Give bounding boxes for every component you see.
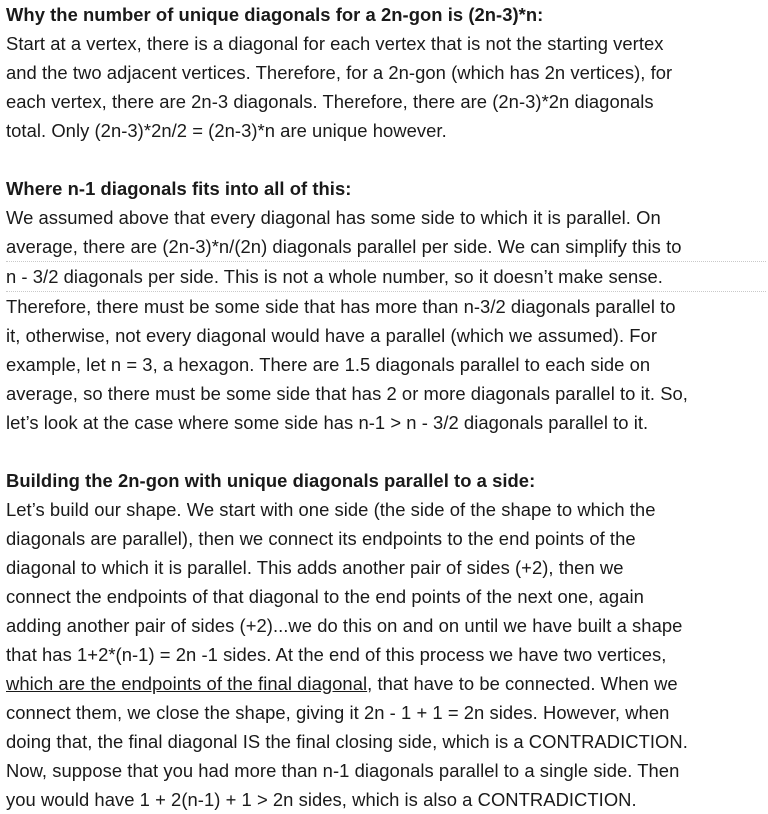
paragraph-line: each vertex, there are 2n-3 diagonals. Therefore, there are (2n-3)*2n diagonals xyxy=(6,91,654,112)
section-heading: Building the 2n-gon with unique diagonals parallel to a side: xyxy=(6,470,536,491)
paragraph-line: connect the endpoints of that diagonal to the end points of the next one, again xyxy=(6,586,644,607)
paragraph-line: n - 3/2 diagonals per side. This is not a whole number, so it doesn’t make sense. xyxy=(6,262,766,292)
paragraph-line: let’s look at the case where some side has n-1 > n - 3/2 diagonals parallel to it. xyxy=(6,412,649,433)
paragraph-line: Let’s build our shape. We start with one side (the side of the shape to which the xyxy=(6,499,656,520)
section-heading: Why the number of unique diagonals for a 2n-gon is (2n-3)*n: xyxy=(6,4,544,25)
paragraph-line: connect them, we close the shape, giving it 2n - 1 + 1 = 2n sides. However, when xyxy=(6,702,670,723)
paragraph-line: total. Only (2n-3)*2n/2 = (2n-3)*n are unique however. xyxy=(6,120,447,141)
paragraph-line: you would have 1 + 2(n-1) + 1 > 2n sides, which is also a CONTRADICTION. xyxy=(6,789,637,810)
paragraph-line: and the two adjacent vertices. Therefore, for a 2n-gon (which has 2n vertices), for xyxy=(6,62,673,83)
underlined-line-rest: , that have to be connected. When we xyxy=(367,673,678,694)
paragraph-line: average, there are (2n-3)*n/(2n) diagonals parallel per side. We can simplify this to xyxy=(6,232,766,262)
section-spacer xyxy=(6,437,766,466)
paragraph-line: diagonals are parallel), then we connect its endpoints to the end points of the xyxy=(6,528,636,549)
paragraph-line: We assumed above that every diagonal has some side to which it is parallel. On xyxy=(6,207,661,228)
paragraph-line: that has 1+2*(n-1) = 2n -1 sides. At the end of this process we have two vertices, xyxy=(6,644,667,665)
paragraph-line: Start at a vertex, there is a diagonal for each vertex that is not the starting vertex xyxy=(6,33,664,54)
paragraph-line: Therefore, there must be some side that has more than n-3/2 diagonals parallel to xyxy=(6,296,676,317)
paragraph-line: adding another pair of sides (+2)...we do this on and on until we have built a shape xyxy=(6,615,683,636)
paragraph-line: diagonal to which it is parallel. This adds another pair of sides (+2), then we xyxy=(6,557,624,578)
section-building-2n-gon xyxy=(6,466,766,814)
paragraph-line: it, otherwise, not every diagonal would have a parallel (which we assumed). For xyxy=(6,325,658,346)
section-unique-diagonals xyxy=(6,0,766,145)
paragraph-line: average, so there must be some side that has 2 or more diagonals parallel to it. So, xyxy=(6,383,688,404)
paragraph-line-underlined xyxy=(6,669,766,698)
section-n-minus-1-diagonals xyxy=(6,174,766,437)
section-heading: Where n-1 diagonals fits into all of this: xyxy=(6,178,352,199)
paragraph-line: example, let n = 3, a hexagon. There are 1.5 diagonals parallel to each side on xyxy=(6,354,651,375)
underlined-phrase: which are the endpoints of the final diagonal xyxy=(6,673,368,694)
paragraph-line: Now, suppose that you had more than n-1 diagonals parallel to a single side. Then xyxy=(6,760,680,781)
paragraph-line: doing that, the final diagonal IS the final closing side, which is a CONTRADICTION. xyxy=(6,731,688,752)
section-spacer xyxy=(6,145,766,174)
document-body xyxy=(6,0,766,814)
